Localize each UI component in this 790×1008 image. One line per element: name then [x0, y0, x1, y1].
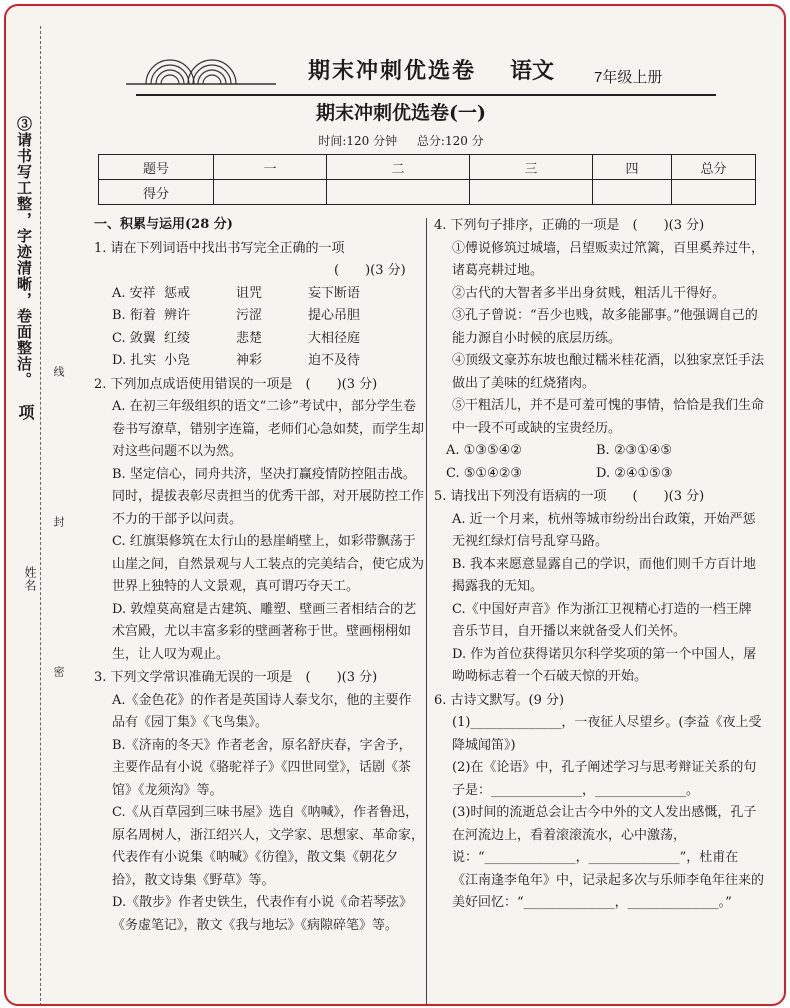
- exam-meta: [6, 132, 786, 149]
- score-table-score-row: [99, 180, 756, 205]
- question-2-option-d: D. 敦煌莫高窟是古建筑、雕塑、壁画三者相结合的艺术宫殿，尤以丰富多彩的壁画著称于世。壁画栩栩如生，让人叹为观止。: [112, 601, 417, 662]
- question-3-option-d: D.《散步》作者史铁生，代表作有小说《命若琴弦》《务虚笔记》，散文《我与地坛》《病隙碎笔》等。: [112, 895, 413, 933]
- question-6-part-1: (1)______________，一夜征人尽望乡。(李益《夜上受降城闻笛》): [452, 715, 762, 753]
- option-word: 提心吊胆: [308, 308, 361, 323]
- option-word: 小凫: [164, 353, 191, 368]
- question-2: 2. 下列加点成语使用错误的一项是 ( )(3 分): [94, 376, 378, 392]
- option-word: A. 安祥: [112, 285, 156, 301]
- question-3-option-c: C.《从百草园到三味书屋》选自《呐喊》，作者鲁迅，原名周树人，浙江绍兴人，文学家、思想家、革命家，代表作有小说集《呐喊》《彷徨》，散文集《朝花夕拾》，散文诗集《野草》等。: [112, 805, 425, 888]
- option: D. ②④①⑤③: [596, 465, 673, 481]
- question-1-score: ( )(3 分): [334, 263, 406, 278]
- option-word: 红绫: [164, 330, 191, 346]
- score-input-cell[interactable]: [214, 180, 327, 205]
- question-6-part-2: (2)在《论语》中，孔子阐述学习与思考辩证关系的句子是：______________，______________。: [452, 760, 757, 798]
- option-word: C. 敛翼: [112, 330, 156, 346]
- question-3: 3. 下列文学常识准确无误的一项是 ( )(3 分): [94, 670, 378, 685]
- page-header: [126, 36, 766, 96]
- question-4: 4. 下列句子排序，正确的一项是 ( )(3 分): [434, 218, 705, 233]
- question-4-sentence-3: ③孔子曾说：“吾少也贱，故多能鄙事。”他强调自己的能力源自小时候的底层历练。: [452, 308, 758, 346]
- question-1-option-c: [94, 328, 424, 351]
- page-frame: [4, 4, 786, 1006]
- option: C. ⑤①④②③: [446, 465, 523, 481]
- option-word: D. 扎实: [112, 353, 157, 368]
- score-cell: 题号: [99, 155, 214, 180]
- question-5-option-b: B. 我本来愿意显露自己的学识，而他们则千方百计地揭露我的无知。: [452, 556, 756, 594]
- option-word: 惩戒: [164, 285, 191, 301]
- binding-sealed-label: 密: [52, 666, 65, 678]
- header-rule: [136, 94, 716, 96]
- option-word: 迫不及待: [308, 353, 361, 368]
- question-6-part-3: (3)时间的流逝总会让古今中外的文人发出感慨，孔子在河流边上，看着滚滚流水，心中激荡，说：“______________，______________”，杜甫在《江南逢李龟年》中，记录起多次与乐师李龟年往来的美好回忆：“______________，______________。”: [452, 805, 765, 910]
- score-cell: 一: [214, 155, 327, 180]
- binding-margin: [6, 6, 66, 1006]
- binding-item: 项: [16, 404, 35, 421]
- binding-line-label: 线: [52, 366, 65, 378]
- score-input-cell[interactable]: [593, 180, 672, 205]
- binding-seal-label: 封: [52, 516, 65, 528]
- header-grade: 7年级上册: [594, 69, 663, 86]
- left-column: [94, 214, 424, 937]
- question-1: 1. 请在下列词语中找出书写完全正确的一项: [94, 240, 345, 256]
- question-5-option-d: D. 作为首位获得诺贝尔科学奖项的第一个中国人，屠呦呦标志着一个石破天惊的开始。: [452, 646, 757, 684]
- question-4-sentence-5: ⑤干粗活儿，并不是可羞可愧的事情，恰恰是我们生命中一段不可或缺的宝贵经历。: [452, 398, 765, 436]
- binding-notice: ③请书写工整，字迹清晰，卷面整洁。: [15, 116, 33, 388]
- question-5-option-c: C.《中国好声音》作为浙江卫视精心打造的一档王牌音乐节目，自开播以来就备受人们关怀。: [452, 601, 752, 639]
- question-1-option-b: [94, 305, 424, 328]
- binding-dash-line: [40, 26, 41, 1006]
- option-word: 大相径庭: [308, 330, 361, 346]
- score-cell: 得分: [99, 180, 214, 205]
- header-arcs-decoration: [126, 44, 276, 90]
- question-2-option-a: A. 在初三年级组织的语文“二诊”考试中，部分学生卷卷书写潦草，错别字连篇，老师们心急如焚，而学生却对这些问题不以为然。: [112, 399, 425, 459]
- header-title: 期末冲刺优选卷: [308, 58, 477, 84]
- question-1-option-d: [94, 350, 424, 373]
- score-input-cell[interactable]: [327, 180, 470, 205]
- option-word: 神彩: [236, 353, 263, 368]
- exam-time: 时间:120 分钟: [318, 134, 398, 148]
- question-4-sentence-2: ②古代的大智者多半出身贫贱，粗活儿干得好。: [452, 285, 726, 301]
- question-3-option-b: B.《济南的冬天》作者老舍，原名舒庆春，字舍予，主要作品有小说《骆驼祥子》《四世同堂》，话剧《茶馆》《龙须沟》等。: [112, 737, 412, 798]
- question-1-option-a: [94, 283, 424, 306]
- score-input-cell[interactable]: [672, 180, 756, 205]
- option: B. ②③①④⑤: [596, 443, 673, 458]
- score-table: [98, 154, 756, 205]
- score-cell: 总分: [672, 155, 756, 180]
- score-cell: 二: [327, 155, 470, 180]
- question-4-options: [434, 440, 764, 485]
- header-subject: 语文: [510, 58, 555, 84]
- score-cell: 四: [593, 155, 672, 180]
- option-word: 诅咒: [236, 285, 263, 301]
- right-column: [434, 214, 764, 915]
- option-word: 妄下断语: [308, 285, 361, 301]
- question-2-option-b: B. 坚定信心，同舟共济，坚决打赢疫情防控阻击战。同时，提拔表彰尽责担当的优秀干部，对开展防控工作不力的干部予以问责。: [112, 466, 425, 527]
- score-input-cell[interactable]: [470, 180, 593, 205]
- question-3-option-a: A.《金色花》的作者是英国诗人泰戈尔，他的主要作品有《园丁集》《飞鸟集》。: [112, 692, 412, 730]
- binding-name-label: 姓名: [23, 566, 37, 592]
- score-cell: 三: [470, 155, 593, 180]
- option-word: 悲楚: [236, 330, 263, 346]
- question-6: 6. 古诗文默写。(9 分): [434, 692, 565, 708]
- exam-total: 总分:120 分: [416, 134, 484, 148]
- option-word: B. 衔着: [112, 308, 156, 323]
- question-4-sentence-1: ①傅说修筑过城墙，吕望贩卖过笊篱，百里奚养过牛，诸葛亮耕过地。: [452, 240, 765, 278]
- option: A. ①③⑤④②: [446, 443, 522, 458]
- exam-title: 期末冲刺优选卷(一): [316, 102, 486, 124]
- question-5: 5. 请找出下列没有语病的一项 ( )(3 分): [434, 489, 705, 504]
- score-table-header-row: [99, 155, 756, 180]
- option-word: 辨许: [164, 308, 191, 323]
- question-5-option-a: A. 近一个月来，杭州等城市纷纷出台政策，开始严惩无视红绿灯信号乱穿马路。: [452, 511, 756, 549]
- question-4-sentence-4: ④顶级文豪苏东坡也酿过糯米桂花酒，以独家烹饪手法做出了美味的红烧猪肉。: [452, 353, 765, 391]
- option-word: 污涩: [236, 308, 263, 323]
- question-2-option-c: C. 红旗渠修筑在太行山的悬崖峭壁上，如彩带飘荡于山崖之间，自然景观与人工装点的完美结合，使它成为世界上独特的人文景观，真可谓巧夺天工。: [112, 534, 425, 594]
- section-heading: 一、积累与运用(28 分): [94, 217, 233, 232]
